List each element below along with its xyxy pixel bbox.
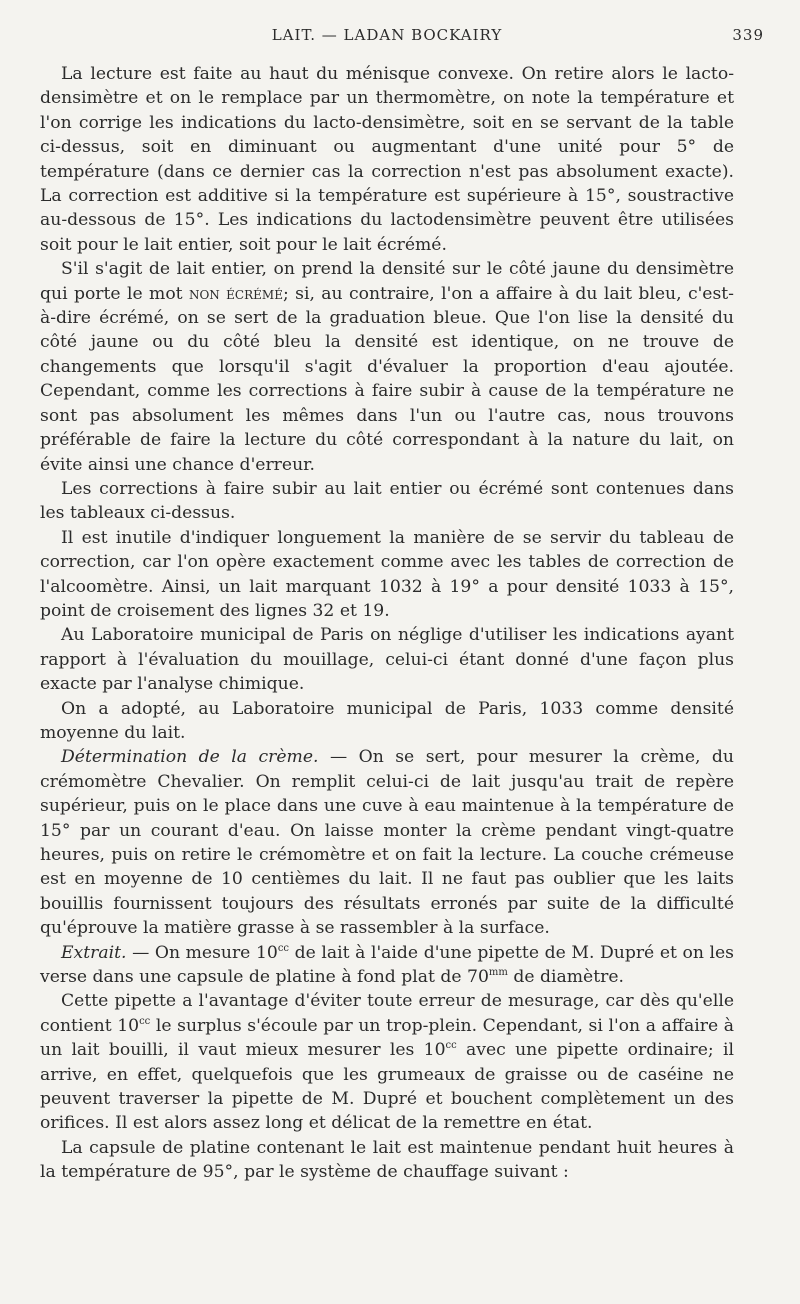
paragraph-1: La lecture est faite au haut du ménisque convexe. On retire alors le lacto-densimètre et on le remplace par un thermomètre, on note la température et l'on corrige les indications du lacto-densimètre, soit en se servant de la table ci-dessus, soit en diminuant ou augmentant d'une unité pour 5° de température (dans ce dernier cas la correction n'est pas absolument exacte). La correction est additive si la température est supérieure à 15°, soustractive au-dessous de 15°. Les indications du lactodensimètre peuvent être utilisées soit pour le lait entier, soit pour le lait écrémé. xyxy=(40,64,734,255)
cream-section-text: — On se sert, pour mesurer la crème, du crémomètre Chevalier. On remplit celui-ci de lait jusqu'au trait de repère supérieur, puis on le place dans une cuve à eau maintenue à la température de 15° par un courant d'eau. On laisse monter la crème pendant vingt-quatre heures, puis on retire le crémomètre et on fait la lecture. La couche crémeuse est en moyenne de 10 centièmes du lait. Il ne faut pas oublier que les laits bouillis fournissent toujours des résultats erronés par suite de la difficulté qu'éprouve la matière grasse à se rassembler à la surface. xyxy=(40,747,735,939)
paragraph-8 xyxy=(40,941,734,990)
extract-text-c: de diamètre. xyxy=(507,967,624,988)
paragraph-9 xyxy=(40,989,734,1135)
extract-section-heading: Extrait. xyxy=(61,942,127,963)
pipette-text-c: avec une pipette ordinaire; il arrive, en effet, quelquefois que les grumeaux de graisse ou de caséine ne peuvent traverser la pipette de M. Dupré et bouchent complètement un des orifices. Il est alors assez long et délicat de la remettre en état. xyxy=(40,1040,735,1134)
unit-cc: cc xyxy=(277,942,290,954)
non-ecreme-term: non écrémé xyxy=(188,283,283,304)
extract-text-a: — On mesure 10 xyxy=(126,942,278,963)
unit-cc: cc xyxy=(139,1015,151,1027)
running-title: LAIT. — LADAN BOCKAIRY xyxy=(271,26,503,44)
body-text xyxy=(40,62,734,1185)
pipette-text-a: Cette pipette a l'avantage d'éviter toute erreur de mesurage, car dès qu'elle contient 10 xyxy=(40,991,734,1036)
pipette-text-b: le surplus s'écoule par un trop-plein. Cependant, si l'on a affaire à un lait bouilli, il vaut mieux mesurer les 10 xyxy=(40,1015,734,1061)
cream-section-heading: Détermination de la crème. xyxy=(61,747,319,768)
paragraph-10: La capsule de platine contenant le lait est maintenue pendant huit heures à la température de 95°, par le système de chauffage suivant : xyxy=(40,1137,734,1183)
paragraph-6: On a adopté, au Laboratoire municipal de Paris, 1033 comme densité moyenne du lait. xyxy=(40,698,734,743)
paragraph-2-end: ; si, au contraire, l'on a affaire à du lait bleu, c'est-à-dire écrémé, on se sert de la graduation bleue. Que l'on lise la densité du côté jaune ou du côté bleu la densité est identique, on ne trouve de changements que lorsqu'il s'agit d'évaluer la proportion d'eau ajoutée. Cependant, comme les corrections à faire subir à cause de la température ne sont pas absolument les mêmes dans l'un ou l'autre cas, nous trouvons préférable de faire la lecture du côté correspondant à la nature du lait, on évite ainsi une chance d'erreur. xyxy=(40,283,734,475)
unit-cc: cc xyxy=(445,1040,457,1052)
paragraph-3: Les corrections à faire subir au lait entier ou écrémé sont contenues dans les tableaux ci-dessus. xyxy=(40,478,734,524)
page-number: 339 xyxy=(732,26,764,44)
paragraph-4: Il est inutile d'indiquer longuement la manière de se servir du tableau de correction, car l'on opère exactement comme avec les tables de correction de l'alcoomètre. Ainsi, un lait marquant 1032 à 19° a pour densité 1033 à 15°, point de croisement des lignes 32 et 19. xyxy=(40,527,734,621)
unit-mm: mm xyxy=(488,967,508,979)
paragraph-2 xyxy=(40,257,734,477)
paragraph-2-start: S'il s'agit de lait entier, on prend la densité sur le côté jaune du densimètre qui porte le mot xyxy=(40,259,734,304)
paragraph-7 xyxy=(40,745,734,940)
paragraph-5: Au Laboratoire municipal de Paris on néglige d'utiliser les indications ayant rapport à l'évaluation du mouillage, celui-ci étant donné d'une façon plus exacte par l'analyse chimique. xyxy=(40,625,734,695)
extract-text-b: de lait à l'aide d'une pipette de M. Dupré et on les verse dans une capsule de platine à fond plat de 70 xyxy=(40,942,734,988)
running-head xyxy=(40,26,764,50)
